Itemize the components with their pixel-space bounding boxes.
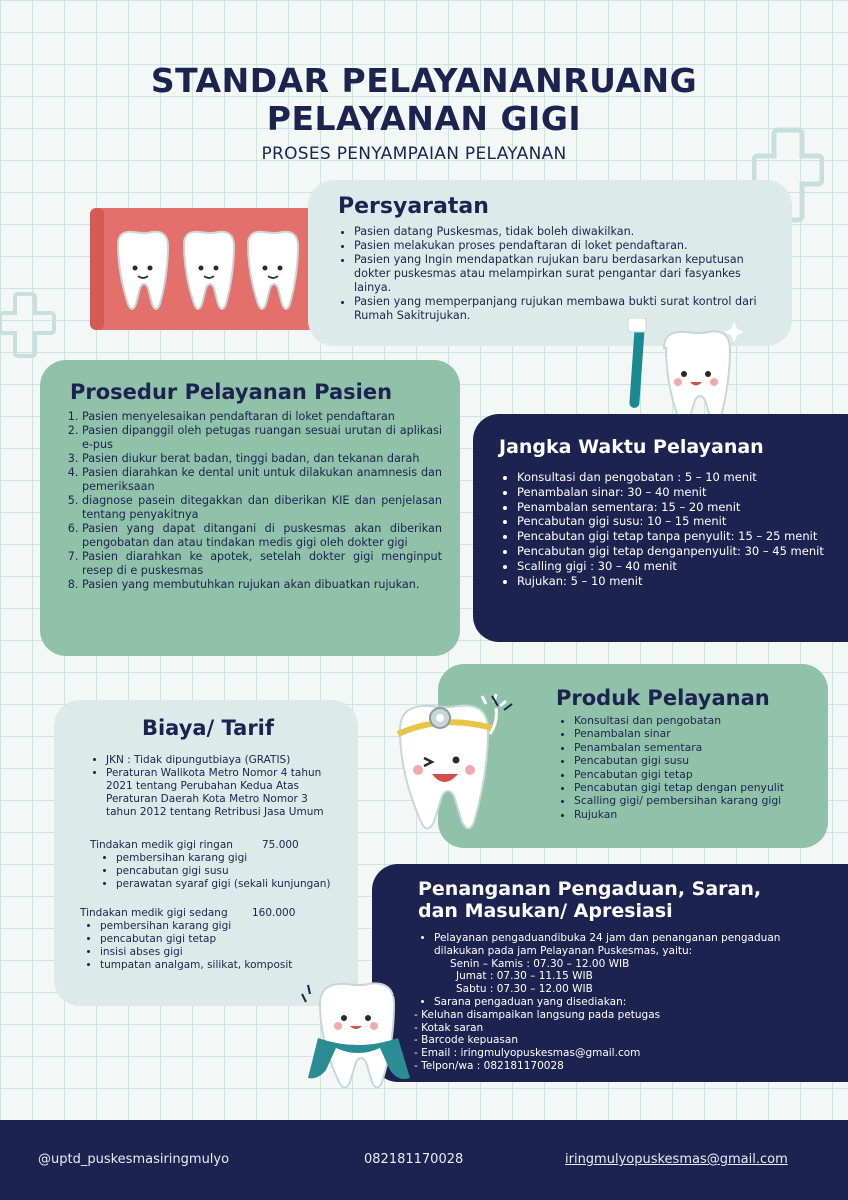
footer-phone[interactable]: 082181170028 [364, 1152, 464, 1167]
list-item: • Pencabutan gigi susu [574, 754, 808, 767]
list-item: • Scalling gigi/ pembersihan karang gigi [574, 794, 808, 807]
persyaratan-list [336, 225, 772, 323]
list-item: • Pencabutan gigi tetap tanpa penyulit: 15 – 25 menit [517, 529, 828, 544]
list-item: • Pencabutan gigi tetap [574, 768, 808, 781]
prosedur-list [70, 410, 442, 592]
tarif-sedang-price: 160.000 [252, 907, 296, 919]
pengaduan-card [372, 864, 848, 1082]
list-item: - Email : iringmulyopuskesmas@gmail.com [414, 1047, 641, 1060]
list-item: • Rujukan: 5 – 10 menit [517, 574, 828, 589]
list-item: • pencabutan gigi susu [116, 865, 342, 878]
tarif-sedang-list [80, 920, 342, 972]
list-item: 5. diagnose pasein ditegakkan dan diberikan KIE dan penjelasan tentang penyakitnya [82, 494, 442, 522]
list-item: • Pasien datang Puskesmas, tidak boleh diwakilkan. [354, 225, 772, 239]
list-item: 2. Pasien dipanggil oleh petugas ruangan sesuai urutan di aplikasi e-pus [82, 424, 442, 452]
list-item: • Pencabutan gigi susu: 10 – 15 menit [517, 514, 828, 529]
list-item: • pembersihan karang gigi [116, 852, 342, 865]
list-item: 8. Pasien yang membutuhkan rujukan akan dibuatkan rujukan. [82, 578, 442, 592]
schedule-line: Jumat : 07.30 – 11.15 WIB [456, 970, 593, 983]
list-item: • Sarana pengaduan yang disediakan: [434, 996, 834, 1009]
pengaduan-heading-line-1: Penanganan Pengaduan, Saran, [418, 878, 762, 900]
pengaduan-list-2 [392, 996, 834, 1009]
list-item: • tumpatan analgam, silikat, komposit [100, 959, 342, 972]
list-item: - Kotak saran [414, 1021, 484, 1034]
list-item: • Penambalan sementara [574, 741, 808, 754]
tooth-superhero-illustration [300, 974, 418, 1092]
title-line-2: PELAYANAN GIGI [266, 99, 582, 138]
plus-outline-icon [0, 290, 58, 360]
list-item: • Pencabutan gigi tetap dengan penyulit [574, 781, 808, 794]
tarif-sedang-row [80, 907, 342, 920]
schedule-block [392, 958, 834, 996]
produk-heading: Produk Pelayanan [556, 686, 770, 710]
biaya-card [54, 700, 358, 1006]
list-item: • Penambalan sinar: 30 – 40 menit [517, 485, 828, 500]
list-item: • pembersihan karang gigi [100, 920, 342, 933]
prosedur-card [40, 360, 460, 656]
tarif-ringan-list [90, 852, 342, 891]
pengaduan-heading [418, 878, 834, 922]
list-item: 6. Pasien yang dapat ditangani di puskesmas akan diberikan pengobatan dan atau tindakan medis gigi oleh dokter gigi [82, 522, 442, 550]
pengaduan-list [392, 932, 834, 958]
list-item: • pencabutan gigi tetap [100, 933, 342, 946]
list-item: • Pencabutan gigi tetap denganpenyulit: 30 – 45 menit [517, 544, 828, 559]
list-item: • Peraturan Walikota Metro Nomor 4 tahun 2021 tentang Perubahan Kedua Atas Peraturan Daerah Kota Metro Nomor 3 tahun 2012 tentang Retribusi Jasa Umum [106, 767, 336, 819]
tarif-ringan-label: Tindakan medik gigi ringan [90, 839, 233, 851]
footer-instagram[interactable]: @uptd_puskesmasiringmulyo [38, 1152, 230, 1167]
list-item: 7. Pasien diarahkan ke apotek, setelah dokter gigi menginput resep di e puskesmas [82, 550, 442, 578]
schedule-line: Sabtu : 07.30 – 12.00 WIB [456, 983, 593, 996]
footer [0, 1120, 848, 1200]
footer-email-link[interactable]: iringmulyopuskesmas@gmail.com [565, 1152, 788, 1167]
list-item: • insisi abses gigi [100, 946, 342, 959]
teeth-gum-illustration [88, 204, 328, 332]
list-item: - Barcode kepuasan [414, 1034, 518, 1047]
prosedur-heading: Prosedur Pelayanan Pasien [70, 380, 393, 404]
pengaduan-heading-line-2: dan Masukan/ Apresiasi [418, 900, 673, 922]
page-subtitle: PROSES PENYAMPAIAN PELAYANAN [261, 144, 567, 164]
list-item: • Pelayanan pengaduandibuka 24 jam dan penanganan pengaduan dilakukan pada jam Pelayanan Puskesmas, yaitu: [434, 932, 834, 958]
list-item: • Konsultasi dan pengobatan [574, 714, 808, 727]
biaya-heading: Biaya/ Tarif [141, 716, 275, 740]
jangka-list [499, 470, 828, 588]
list-item: • perawatan syaraf gigi (sekali kunjungan) [116, 878, 342, 891]
list-item: • Pasien melakukan proses pendaftaran di loket pendaftaran. [354, 239, 772, 253]
list-item: • Pasien yang Ingin mendapatkan rujukan baru berdasarkan keputusan dokter puskesmas atau melampirkan surat pengantar dari fasyankes lainya. [354, 253, 772, 295]
tarif-ringan-row [90, 839, 342, 852]
list-item: 3. Pasien diukur berat badan, tinggi badan, dan tekanan darah [82, 452, 442, 466]
list-item: - Telpon/wa : 082181170028 [414, 1059, 564, 1072]
list-item: • Penambalan sementara: 15 – 20 menit [517, 500, 828, 515]
list-item: • Scalling gigi : 30 – 40 menit [517, 559, 828, 574]
list-item: • Rujukan [574, 808, 808, 821]
list-item: 1. Pasien menyelesaikan pendaftaran di loket pendaftaran [82, 410, 442, 424]
list-item: • Penambalan sinar [574, 727, 808, 740]
list-item: 4. Pasien diarahkan ke dental unit untuk dilakukan anamnesis dan pemeriksaan [82, 466, 442, 494]
tooth-dentist-illustration [386, 690, 518, 836]
page-title [0, 62, 848, 138]
produk-list [556, 714, 808, 821]
tarif-ringan-price: 75.000 [262, 839, 299, 851]
list-item: • JKN : Tidak dipungutbiaya (GRATIS) [106, 754, 336, 767]
tarif-sedang-label: Tindakan medik gigi sedang [80, 907, 228, 919]
title-line-1: STANDAR PELAYANANRUANG [150, 61, 698, 100]
jangka-heading: Jangka Waktu Pelayanan [499, 436, 764, 458]
schedule-line: Senin – Kamis : 07.30 – 12.00 WIB [450, 957, 630, 970]
channels-list [392, 1009, 834, 1073]
list-item: • Konsultasi dan pengobatan : 5 – 10 menit [517, 470, 828, 485]
persyaratan-heading: Persyaratan [338, 194, 489, 219]
jangka-waktu-card [473, 414, 848, 642]
biaya-list [88, 754, 336, 819]
list-item: • Pasien yang memperpanjang rujukan membawa bukti surat kontrol dari Rumah Sakitrujukan. [354, 295, 772, 323]
list-item: - Keluhan disampaikan langsung pada petugas [414, 1008, 661, 1021]
